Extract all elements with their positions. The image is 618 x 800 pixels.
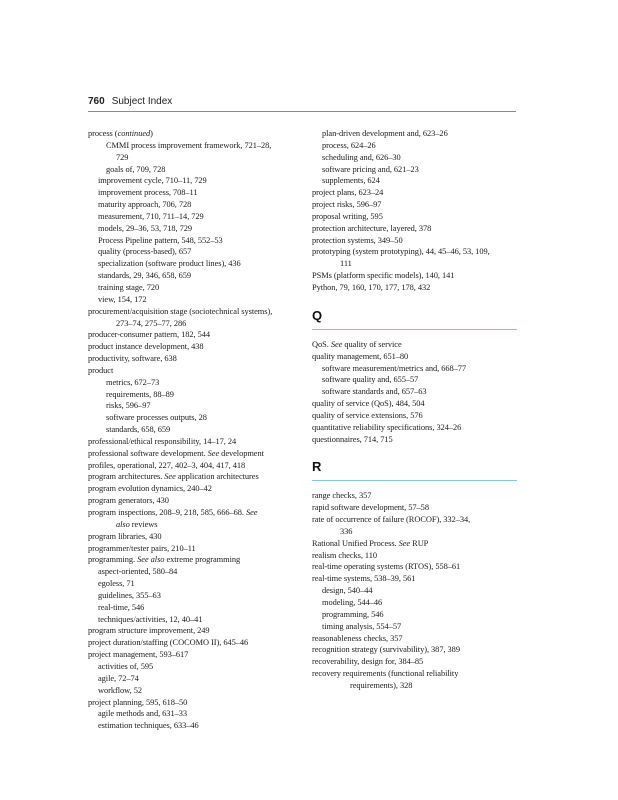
index-entry-continuation: 273–74, 275–77, 286 [116, 318, 187, 328]
index-entry-continuation: 336 [340, 526, 353, 536]
index-entry: recovery requirements (functional reliability [312, 669, 459, 679]
running-title: Subject Index [111, 96, 173, 107]
index-entry: product [88, 365, 114, 375]
index-entry: professional software development. See development [88, 448, 264, 458]
index-entry: range checks, 357 [312, 491, 372, 501]
index-subentry: software processes outputs, 28 [106, 413, 207, 423]
index-entry: project duration/staffing (COCOMO II), 645–46 [88, 638, 249, 648]
index-entry: quality of service (QoS), 484, 504 [312, 399, 425, 409]
index-subentry: models, 29–36, 53, 718, 729 [98, 223, 193, 233]
index-subentry: agile methods and, 631–33 [98, 709, 187, 719]
index-subentry: standards, 658, 659 [106, 425, 171, 435]
index-subentry: quality (process-based), 657 [98, 247, 192, 257]
index-subentry: egoless, 71 [98, 579, 135, 589]
index-entry: program architectures. See application architectures [88, 472, 259, 482]
index-subentry: software measurement/metrics and, 668–77 [322, 363, 467, 373]
index-entry: Rational Unified Process. See RUP [312, 538, 429, 548]
index-subentry: modeling, 544–46 [322, 598, 383, 607]
section-letter: R [312, 459, 322, 475]
index-subentry: software pricing and, 621–23 [322, 164, 419, 174]
index-entry: quantitative reliability specifications, 324–26 [312, 422, 462, 432]
index-subentry: Process Pipeline pattern, 548, 552–53 [98, 235, 223, 245]
section-heading-r [312, 458, 517, 481]
index-entry-continuation: requirements), 328 [350, 680, 413, 690]
index-entry: procurement/acquisition stage (sociotechnical systems), [88, 306, 273, 316]
index-entry: process (continued) [88, 129, 153, 138]
index-entry: real-time systems, 538–39, 561 [312, 574, 416, 584]
index-entry: project planning, 595, 618–50 [88, 697, 188, 707]
index-subentry: process, 624–26 [322, 140, 376, 150]
index-entry: programmer/tester pairs, 210–11 [88, 543, 196, 553]
index-entry: professional/ethical responsibility, 14–17, 24 [88, 436, 237, 446]
index-entry: producer-consumer pattern, 182, 544 [88, 330, 211, 340]
index-entry: protection systems, 349–50 [312, 235, 403, 245]
index-subentry: activities of, 595 [98, 661, 154, 671]
index-subentry: estimation techniques, 633–46 [98, 721, 199, 731]
index-entry: QoS. See quality of service [312, 339, 402, 349]
index-entry: quality management, 651–80 [312, 351, 409, 361]
index-subentry: scheduling and, 626–30 [322, 152, 401, 162]
index-column-left [88, 128, 293, 732]
index-entry: project risks, 596–97 [312, 200, 382, 210]
index-entry-continuation: 111 [340, 259, 352, 269]
index-entry: program structure improvement, 249 [88, 626, 210, 636]
index-entry: rapid software development, 57–58 [312, 503, 429, 513]
section-letter: Q [312, 307, 323, 323]
index-entry: product instance development, 438 [88, 342, 204, 352]
index-subentry: guidelines, 355–63 [98, 590, 161, 600]
index-entry: rate of occurrence of failure (ROCOF), 332–34, [312, 515, 471, 525]
index-column-right [312, 128, 517, 692]
index-subentry: software quality and, 655–57 [322, 375, 419, 385]
index-entry: quality of service extensions, 576 [312, 410, 423, 420]
index-subentry: software standards and, 657–63 [322, 387, 427, 397]
index-entry: PSMs (platform specific models), 140, 141 [312, 271, 455, 281]
index-entry: prototyping (system prototyping), 44, 45–46, 53, 109, [312, 247, 490, 257]
index-entry: protection architecture, layered, 378 [312, 223, 432, 233]
index-subentry: view, 154, 172 [98, 294, 147, 304]
index-subentry: CMMI process improvement framework, 721–28, [106, 140, 272, 150]
index-subentry: aspect-oriented, 580–84 [98, 567, 178, 577]
index-subentry: specialization (software product lines), 436 [98, 259, 241, 269]
index-subentry: requirements, 88–89 [106, 389, 174, 399]
page-number: 760 [88, 96, 105, 107]
index-subentry: plan-driven development and, 623–26 [322, 129, 448, 138]
index-entry: recoverability, design for, 384–85 [312, 657, 424, 667]
index-entry-continuation: also reviews [116, 519, 158, 529]
index-entry: real-time operating systems (RTOS), 558–61 [312, 562, 461, 572]
index-entry: profiles, operational, 227, 402–3, 404, 417, 418 [88, 460, 246, 470]
index-subentry: improvement process, 708–11 [98, 188, 198, 198]
index-subentry: goals of, 709, 728 [106, 164, 166, 174]
section-heading-q [312, 307, 517, 330]
section-rule [312, 480, 517, 481]
index-subentry: training stage, 720 [98, 282, 160, 292]
index-entry: recognition strategy (survivability), 387, 389 [312, 645, 460, 655]
index-entry: program libraries, 430 [88, 531, 162, 541]
index-entry: productivity, software, 638 [88, 354, 177, 364]
index-entry: questionnaires, 714, 715 [312, 434, 393, 444]
index-entry-continuation: 729 [116, 152, 129, 162]
running-header [88, 96, 516, 107]
index-entry: reasonableness checks, 357 [312, 633, 403, 643]
index-subentry: real-time, 546 [98, 602, 145, 612]
index-entry: Python, 79, 160, 170, 177, 178, 432 [312, 282, 431, 292]
index-entry: proposal writing, 595 [312, 211, 383, 221]
index-subentry: design, 540–44 [322, 586, 373, 596]
index-subentry: standards, 29, 346, 658, 659 [98, 271, 192, 281]
section-rule [312, 329, 517, 330]
index-subentry: timing analysis, 554–57 [322, 621, 402, 631]
index-entry: program generators, 430 [88, 496, 169, 506]
index-subentry: techniques/activities, 12, 40–41 [98, 614, 203, 624]
index-entry: program inspections, 208–9, 218, 585, 666–68. See [88, 508, 258, 517]
index-entry: program evolution dynamics, 240–42 [88, 484, 212, 494]
index-entry: programming. See also extreme programming [88, 555, 241, 565]
index-subentry: metrics, 672–73 [106, 377, 160, 387]
index-subentry: programming, 546 [322, 609, 384, 619]
index-subentry: measurement, 710, 711–14, 729 [98, 211, 204, 221]
index-subentry: maturity approach, 706, 728 [98, 200, 192, 210]
index-subentry: risks, 596–97 [106, 401, 151, 411]
index-subentry: supplements, 624 [322, 176, 380, 186]
index-subentry: workflow, 52 [98, 685, 142, 695]
header-rule [88, 111, 516, 112]
index-subentry: agile, 72–74 [98, 673, 139, 683]
index-entry: realism checks, 110 [312, 550, 378, 560]
index-entry: project management, 593–617 [88, 650, 189, 660]
index-entry: project plans, 623–24 [312, 188, 384, 198]
index-subentry: improvement cycle, 710–11, 729 [98, 176, 207, 186]
